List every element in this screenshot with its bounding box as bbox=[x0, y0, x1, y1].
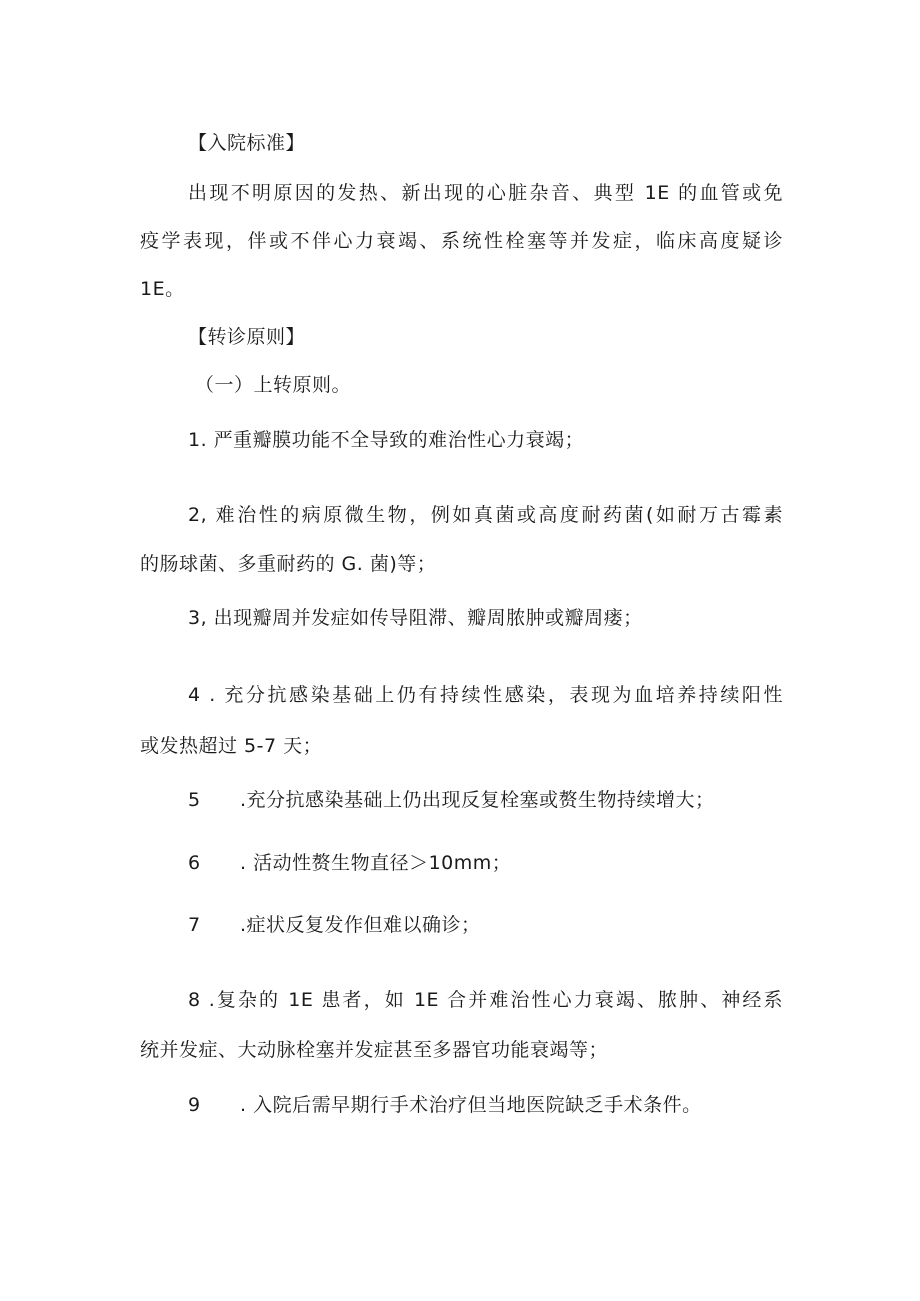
referral-subheading: （一）上转原则。 bbox=[195, 374, 352, 396]
admission-line-2: 疫学表现，伴或不伴心力衰竭、系统性栓塞等并发症，临床高度疑诊 bbox=[140, 230, 783, 252]
referral-item-8-line-1: 8 .复杂的 1E 患者，如 1E 合并难治性心力衰竭、脓肿、神经系 bbox=[188, 989, 783, 1011]
referral-item-7-number: 7 bbox=[188, 914, 201, 936]
referral-item-9-text: . 入院后需早期行手术治疗但当地医院缺乏手术条件。 bbox=[240, 1094, 702, 1116]
referral-item-1: 1. 严重瓣膜功能不全导致的难治性心力衰竭； bbox=[188, 429, 585, 451]
referral-item-5 bbox=[188, 788, 848, 812]
referral-item-8-line-2: 统并发症、大动脉栓塞并发症甚至多器官功能衰竭等； bbox=[140, 1039, 609, 1061]
admission-line-3: 1E。 bbox=[140, 278, 185, 300]
admission-heading: 【入院标准】 bbox=[188, 132, 306, 154]
referral-item-4-line-2: 或发热超过 5-7 天； bbox=[140, 735, 323, 757]
referral-item-6-text: . 活动性赘生物直径＞10mm； bbox=[240, 852, 512, 874]
admission-line-1: 出现不明原因的发热、新出现的心脏杂音、典型 1E 的血管或免 bbox=[188, 182, 783, 204]
referral-item-2-line-1: 2, 难治性的病原微生物，例如真菌或高度耐药菌(如耐万古霉素 bbox=[188, 504, 783, 526]
referral-item-7-text: .症状反复发作但难以确诊； bbox=[240, 914, 481, 936]
referral-item-5-number: 5 bbox=[188, 789, 201, 811]
referral-item-3: 3, 出现瓣周并发症如传导阻滞、瓣周脓肿或瓣周瘘； bbox=[188, 607, 643, 629]
referral-item-4-line-1: 4 . 充分抗感染基础上仍有持续性感染，表现为血培养持续阳性 bbox=[188, 684, 783, 706]
referral-item-6 bbox=[188, 851, 848, 875]
referral-item-6-number: 6 bbox=[188, 852, 201, 874]
referral-item-5-text: .充分抗感染基础上仍出现反复栓塞或赘生物持续增大； bbox=[240, 789, 715, 811]
referral-heading: 【转诊原则】 bbox=[188, 326, 306, 348]
referral-item-2-line-2: 的肠球菌、多重耐药的 G. 菌)等； bbox=[140, 553, 437, 575]
referral-item-9-number: 9 bbox=[188, 1094, 201, 1116]
referral-item-7 bbox=[188, 913, 848, 937]
referral-item-9 bbox=[188, 1093, 848, 1117]
